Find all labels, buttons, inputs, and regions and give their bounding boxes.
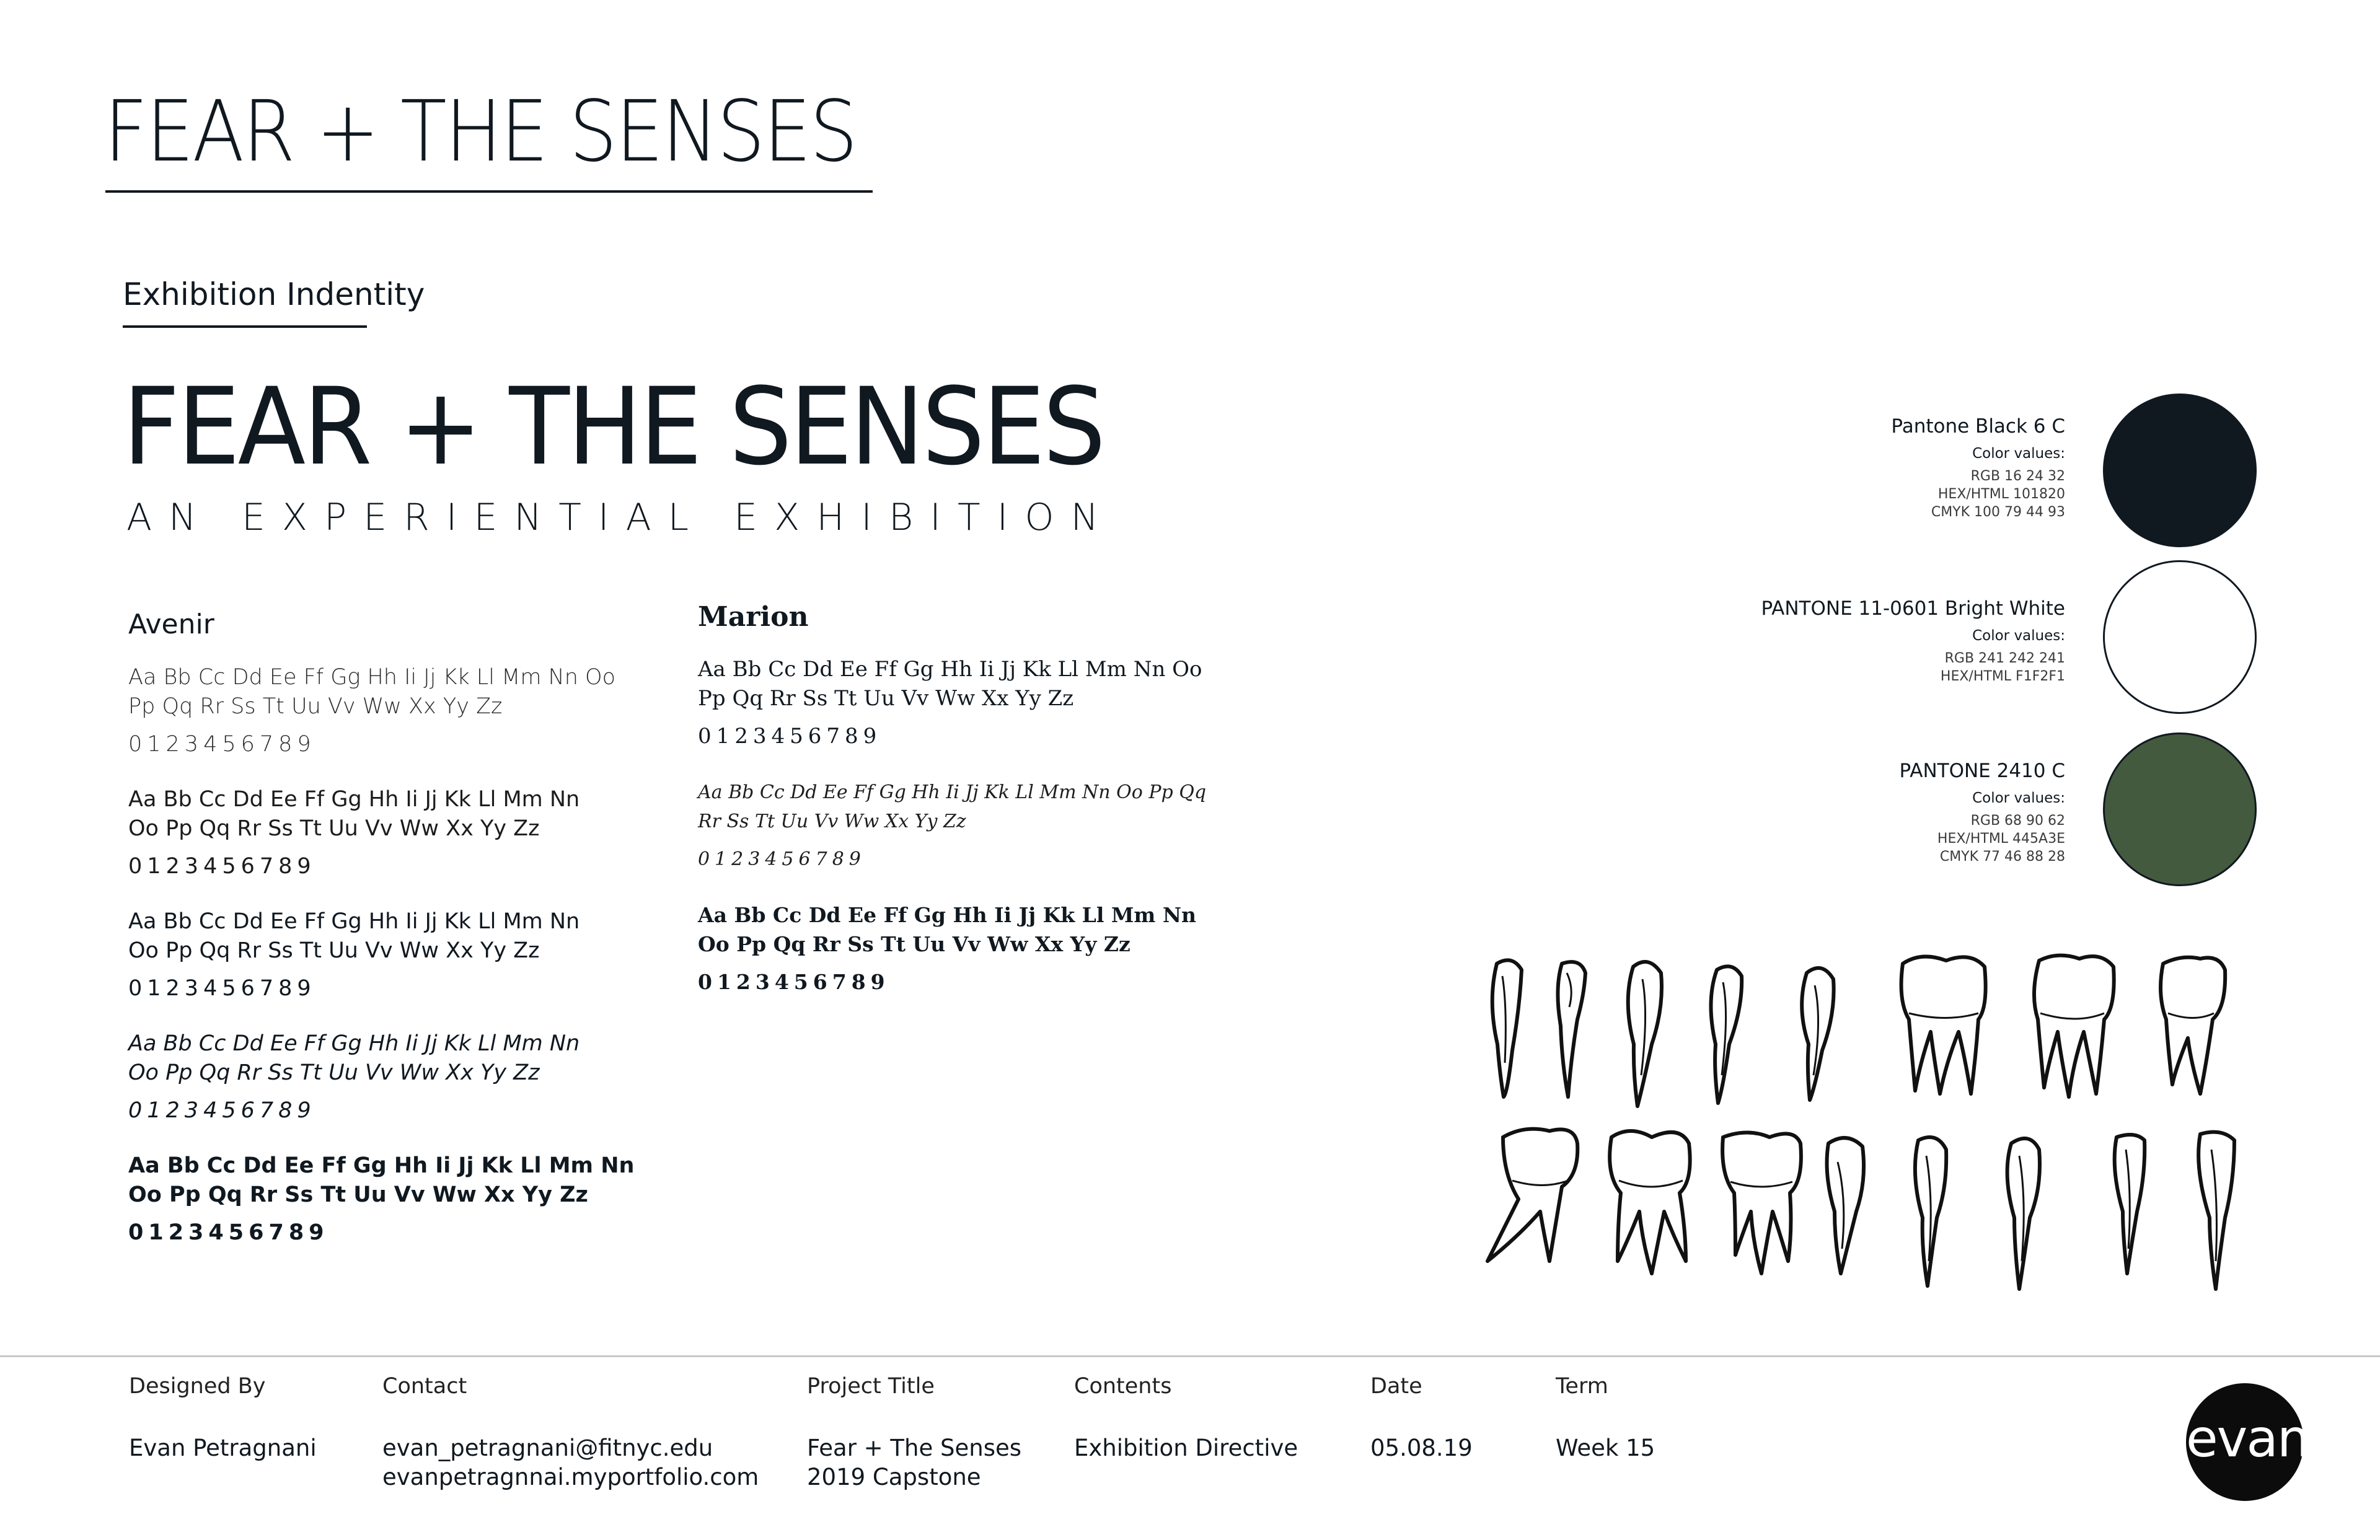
footer-date-label: Date <box>1370 1374 1422 1399</box>
footer-term-value: Week 15 <box>1556 1435 1655 1461</box>
specimen-digits: 0123456789 <box>128 976 316 1001</box>
logo-text: evan <box>2186 1408 2309 1469</box>
footer-contents-value: Exhibition Directive <box>1074 1435 1298 1461</box>
footer-term-label: Term <box>1556 1374 1608 1399</box>
specimen-digits: 0123456789 <box>128 1098 316 1123</box>
tooth-icon <box>1558 962 1585 1097</box>
font-name-avenir: Avenir <box>128 609 214 640</box>
color-rgb: RGB 68 90 62 <box>1970 813 2065 829</box>
evan-logo <box>2186 1383 2309 1501</box>
footer-designed-by-label: Designed By <box>129 1374 266 1399</box>
marion-regular-specimen <box>698 655 1202 751</box>
color-white-info <box>1761 596 2065 685</box>
project-subtitle-line: 2019 Capstone <box>807 1464 981 1490</box>
footer-contents-label: Contents <box>1074 1374 1172 1399</box>
tooth-icon <box>1711 966 1742 1103</box>
specimen-line: Rr Ss Tt Uu Vv Ww Xx Yy Zz <box>698 811 966 832</box>
footer-designed-by-value: Evan Petragnani <box>129 1435 317 1461</box>
specimen-digits: 0123456789 <box>128 732 316 757</box>
tooth-icon <box>1802 968 1833 1100</box>
specimen-digits: 0123456789 <box>698 970 890 994</box>
tooth-icon <box>1722 1133 1801 1274</box>
avenir-medium-specimen <box>128 907 580 1003</box>
tooth-icon <box>2198 1132 2234 1289</box>
color-cmyk: CMYK 100 79 44 93 <box>1931 504 2065 520</box>
color-black-info <box>1891 414 2065 521</box>
exhibition-title: FEAR + THE SENSES <box>123 364 1104 489</box>
specimen-line: Aa Bb Cc Dd Ee Ff Gg Hh Ii Jj Kk Ll Mm Nn <box>128 1031 580 1056</box>
avenir-book-specimen <box>128 785 580 881</box>
tooth-icon <box>2034 956 2114 1097</box>
specimen-digits: 0123456789 <box>698 848 866 870</box>
tooth-icon <box>1488 1129 1577 1261</box>
avenir-heavy-specimen <box>128 1151 634 1247</box>
avenir-italic-specimen <box>128 1029 580 1125</box>
specimen-line: Aa Bb Cc Dd Ee Ff Gg Hh Ii Jj Kk Ll Mm Nn Oo <box>128 665 616 690</box>
specimen-line: Aa Bb Cc Dd Ee Ff Gg Hh Ii Jj Kk Ll Mm Nn <box>128 787 580 812</box>
specimen-line: Pp Qq Rr Ss Tt Uu Vv Ww Xx Yy Zz <box>128 694 503 719</box>
contact-portfolio[interactable]: evanpetragnnai.myportfolio.com <box>382 1464 759 1490</box>
project-title-line: Fear + The Senses <box>807 1435 1022 1461</box>
title-underline <box>105 190 873 193</box>
specimen-line: Oo Pp Qq Rr Ss Tt Uu Vv Ww Xx Yy Zz <box>128 816 540 841</box>
tooth-icon <box>1827 1138 1864 1274</box>
footer-contact-value <box>382 1433 759 1492</box>
specimen-line: Aa Bb Cc Dd Ee Ff Gg Hh Ii Jj Kk Ll Mm Nn <box>128 909 580 934</box>
color-swatch-black <box>2103 394 2257 547</box>
tooth-icon <box>2161 957 2225 1094</box>
color-swatch-green <box>2103 733 2257 886</box>
specimen-line: Oo Pp Qq Rr Ss Tt Uu Vv Ww Xx Yy Zz <box>128 1182 588 1207</box>
specimen-line: Oo Pp Qq Rr Ss Tt Uu Vv Ww Xx Yy Zz <box>128 1060 540 1085</box>
color-values-label: Color values: <box>1972 790 2065 806</box>
specimen-line: Pp Qq Rr Ss Tt Uu Vv Ww Xx Yy Zz <box>698 686 1074 711</box>
contact-email[interactable]: evan_petragnani@fitnyc.edu <box>382 1435 713 1461</box>
footer-contact-label: Contact <box>382 1374 467 1399</box>
specimen-line: Aa Bb Cc Dd Ee Ff Gg Hh Ii Jj Kk Ll Mm Nn Oo <box>698 657 1202 682</box>
color-rgb: RGB 241 242 241 <box>1944 651 2065 666</box>
specimen-digits: 0123456789 <box>128 854 316 879</box>
specimen-line: Aa Bb Cc Dd Ee Ff Gg Hh Ii Jj Kk Ll Mm Nn <box>698 903 1196 927</box>
color-hex: HEX/HTML 445A3E <box>1937 831 2065 847</box>
font-name-marion: Marion <box>698 601 809 633</box>
tooth-icon <box>1628 962 1662 1106</box>
specimen-line: Aa Bb Cc Dd Ee Ff Gg Hh Ii Jj Kk Ll Mm Nn Oo Pp Qq <box>698 781 1207 803</box>
color-hex: HEX/HTML F1F2F1 <box>1940 669 2065 684</box>
exhibition-subtitle: AN EXPERIENTIAL EXHIBITION <box>126 496 1116 539</box>
color-name: Pantone Black 6 C <box>1891 415 2065 438</box>
footer-project-value <box>807 1433 1021 1492</box>
specimen-line: Oo Pp Qq Rr Ss Tt Uu Vv Ww Xx Yy Zz <box>698 932 1130 956</box>
color-rgb: RGB 16 24 32 <box>1970 469 2065 484</box>
color-name: PANTONE 11-0601 Bright White <box>1761 597 2065 620</box>
specimen-line: Oo Pp Qq Rr Ss Tt Uu Vv Ww Xx Yy Zz <box>128 938 540 963</box>
marion-bold-specimen <box>698 900 1196 997</box>
marion-italic-specimen <box>698 778 1206 874</box>
footer-project-label: Project Title <box>807 1374 935 1399</box>
main-title: FEAR + THE SENSES <box>104 83 857 181</box>
tooth-icon <box>1915 1137 1946 1286</box>
color-green-info <box>1900 759 2065 866</box>
section-label: Exhibition Indentity <box>123 276 425 312</box>
color-values-label: Color values: <box>1972 446 2065 462</box>
tooth-icon <box>1492 960 1522 1097</box>
color-cmyk: CMYK 77 46 88 28 <box>1939 849 2065 865</box>
color-name: PANTONE 2410 C <box>1899 760 2065 782</box>
teeth-illustration-icon <box>1475 951 2262 1311</box>
specimen-digits: 0123456789 <box>128 1220 329 1245</box>
footer-divider <box>0 1355 2380 1357</box>
specimen-digits: 0123456789 <box>698 724 882 749</box>
footer-date-value: 05.08.19 <box>1370 1435 1473 1461</box>
color-hex: HEX/HTML 101820 <box>1937 486 2065 502</box>
color-swatch-white <box>2103 560 2257 714</box>
tooth-icon <box>1610 1131 1690 1274</box>
tooth-icon <box>2008 1138 2040 1289</box>
tooth-icon <box>2115 1135 2145 1274</box>
avenir-light-specimen <box>128 663 615 759</box>
specimen-line: Aa Bb Cc Dd Ee Ff Gg Hh Ii Jj Kk Ll Mm Nn <box>128 1153 635 1178</box>
tooth-icon <box>1902 957 1986 1094</box>
section-underline <box>123 325 367 328</box>
color-values-label: Color values: <box>1972 628 2065 644</box>
